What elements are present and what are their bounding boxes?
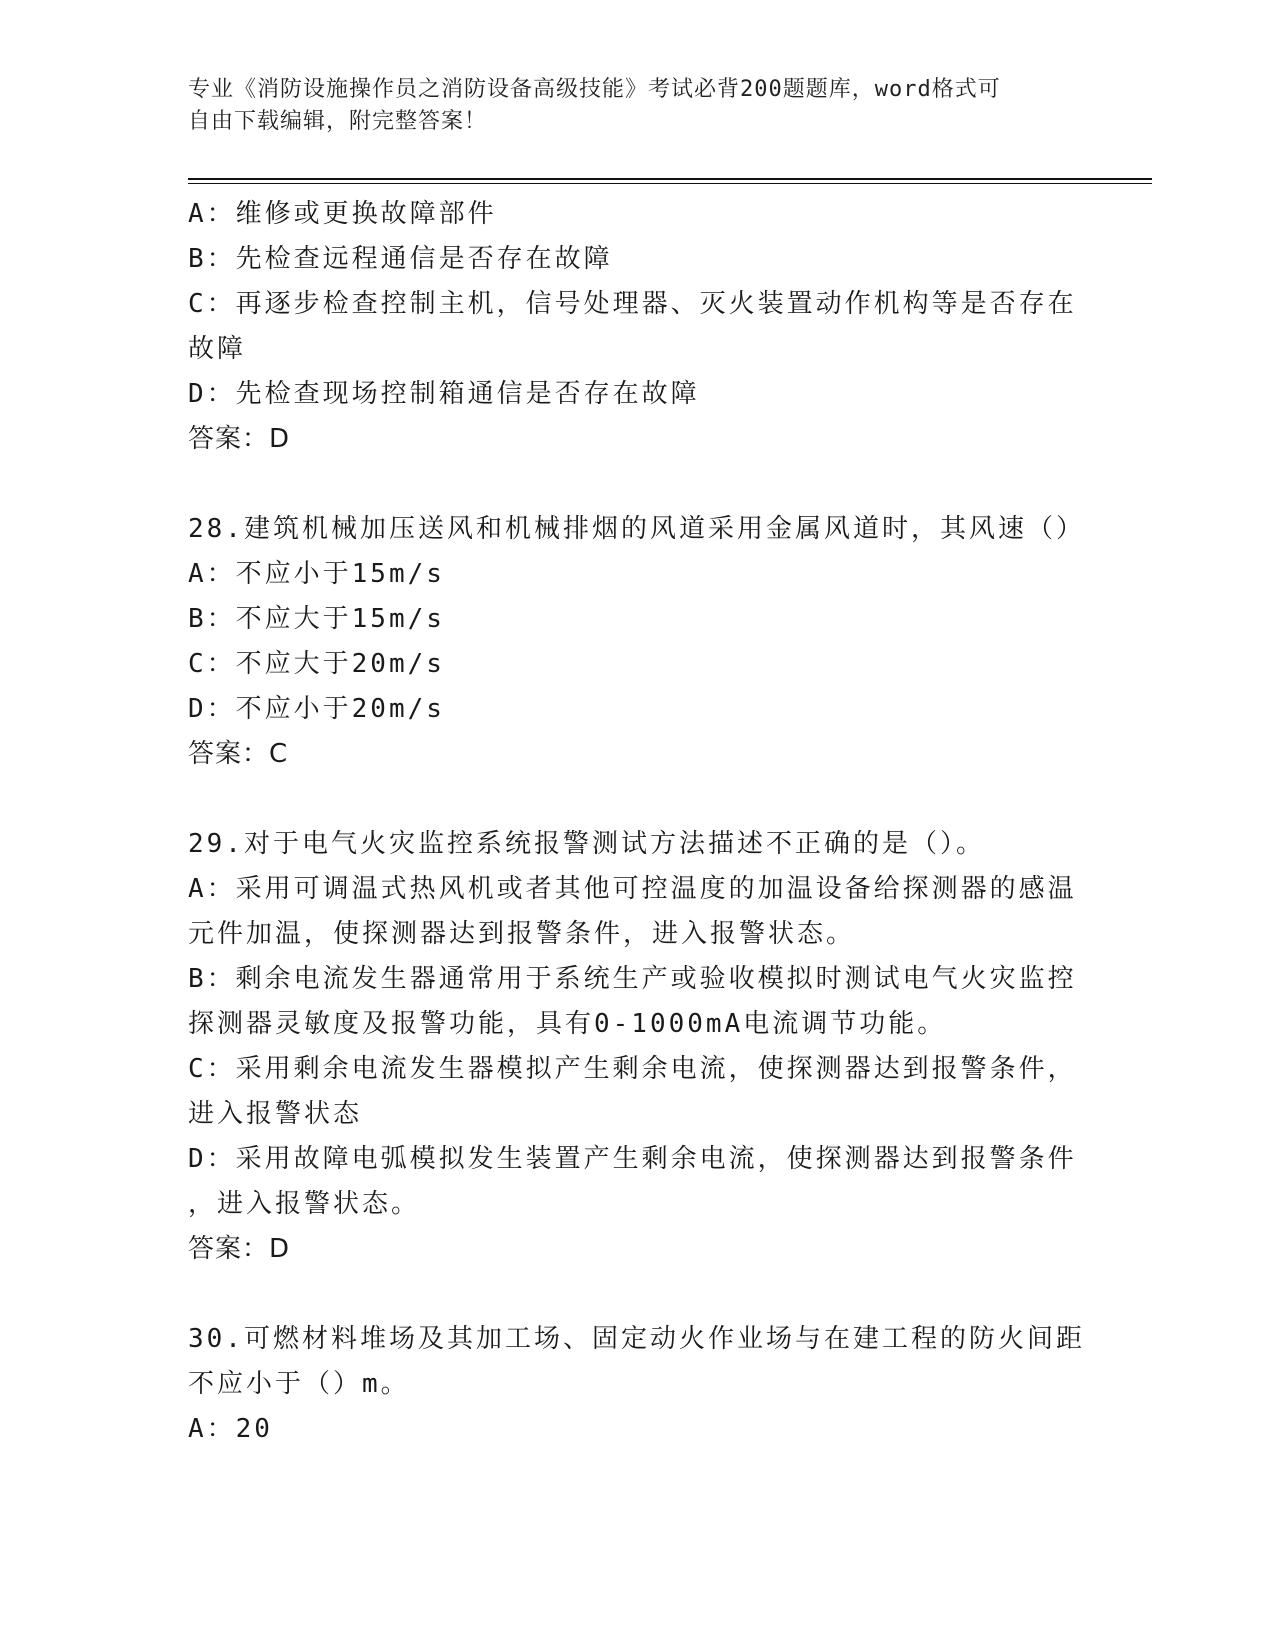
spacer	[188, 462, 1088, 507]
spacer	[188, 1272, 1088, 1317]
q29-option-a-continued: 元件加温，使探测器达到报警条件，进入报警状态。	[188, 919, 856, 949]
document-header	[188, 74, 1088, 138]
q27-option-c: C：再逐步检查控制主机，信号处理器、灭火装置动作机构等是否存在	[188, 289, 1077, 319]
q29-option-d: D：采用故障电弧模拟发生装置产生剩余电流，使探测器达到报警条件	[188, 1144, 1077, 1174]
header-divider-thin	[188, 183, 1152, 184]
q28-answer: 答案：C	[188, 739, 289, 769]
header-line-1: 专业《消防设施操作员之消防设备高级技能》考试必背200题题库，word格式可	[188, 77, 1001, 102]
q28-option-a: A：不应小于15m/s	[188, 559, 445, 589]
q28-question: 28.建筑机械加压送风和机械排烟的风道采用金属风道时，其风速（）	[188, 514, 1085, 544]
question-27	[188, 192, 1088, 462]
q29-option-b-continued: 探测器灵敏度及报警功能，具有0-1000mA电流调节功能。	[188, 1009, 947, 1039]
question-30	[188, 1317, 1088, 1452]
q27-option-d: D：先检查现场控制箱通信是否存在故障	[188, 379, 700, 409]
q27-option-b: B：先检查远程通信是否存在故障	[188, 244, 613, 274]
spacer	[188, 777, 1088, 822]
q28-option-d: D：不应小于20m/s	[188, 694, 445, 724]
q28-option-b: B：不应大于15m/s	[188, 604, 445, 634]
q27-option-c-continued: 故障	[188, 334, 247, 364]
q29-answer: 答案：D	[188, 1234, 291, 1264]
header-divider-thick	[188, 178, 1152, 180]
q29-question: 29.对于电气火灾监控系统报警测试方法描述不正确的是（）。	[188, 829, 985, 859]
question-29	[188, 822, 1088, 1272]
question-28	[188, 507, 1088, 777]
q29-option-c-continued: 进入报警状态	[188, 1099, 363, 1129]
q28-option-c: C：不应大于20m/s	[188, 649, 445, 679]
header-line-2: 自由下载编辑，附完整答案！	[188, 109, 488, 134]
q30-question-continued: 不应小于（）m。	[188, 1369, 410, 1399]
q29-option-a: A：采用可调温式热风机或者其他可控温度的加温设备给探测器的感温	[188, 874, 1077, 904]
q27-answer: 答案：D	[188, 424, 291, 454]
q30-question: 30.可燃材料堆场及其加工场、固定动火作业场与在建工程的防火间距	[188, 1324, 1085, 1354]
q27-option-a: A：维修或更换故障部件	[188, 199, 497, 229]
q30-option-a: A：20	[188, 1414, 273, 1444]
q29-option-b: B：剩余电流发生器通常用于系统生产或验收模拟时测试电气火灾监控	[188, 964, 1077, 994]
document-body	[188, 192, 1088, 1452]
q29-option-c: C：采用剩余电流发生器模拟产生剩余电流，使探测器达到报警条件，	[188, 1054, 1077, 1084]
q29-option-d-continued: ，进入报警状态。	[188, 1189, 421, 1219]
